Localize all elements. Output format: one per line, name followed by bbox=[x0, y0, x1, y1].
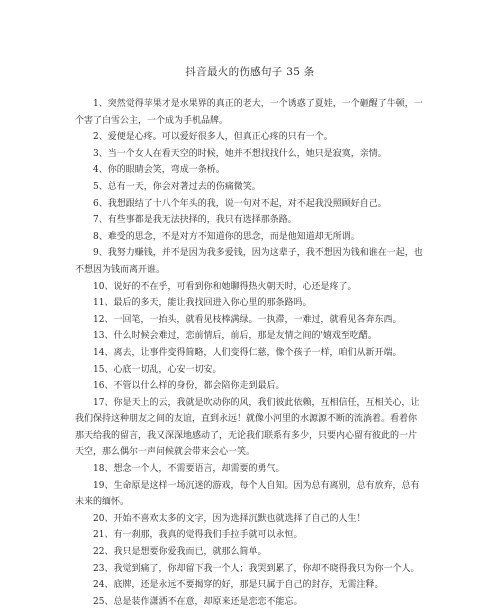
list-item: 4、你的眼睛会笑，弯成一条桥。 bbox=[93, 165, 225, 176]
list-item: 13、什么时候会难过，恋前情后，前后，那是友情之间的'嬉戏至吃醋。 bbox=[93, 331, 377, 342]
list-item: 3、当一个女人在看天空的时候，她并不想找找什么，她只是寂寞，亲情。 bbox=[93, 148, 387, 159]
list-item: 1、突然觉得苹果才是水果界的真正的老大，一个诱惑了夏娃，一个砸醒了牛顿，一个害了白雪公主，一个成为手机品牌。 bbox=[75, 99, 423, 126]
list-item: 5、总有一天，你会对著过去的伤痛微笑。 bbox=[93, 181, 261, 192]
list-item: 2、爱便是心疼。可以爱好很多人，但真正心疼的只有一个。 bbox=[93, 132, 333, 143]
list-item: 14、离去，让事件变得简略，人们变得仁慈，像个孩子一样，咱们从新开端。 bbox=[93, 347, 402, 358]
list-item: 12、一回笔，一抬头，就看见枝棒满绿。一执滞，一难过，就看见各奔东西。 bbox=[93, 314, 402, 325]
list-item: 21、有一刹那，我真的觉得我们手拉手就可以永恒。 bbox=[93, 530, 303, 541]
list-item: 16、不管以什么样的身份，都会陪你走到最后。 bbox=[93, 381, 285, 392]
list-item: 24、底牌，还是永远不要揭穿的好，那是只属于自己的封存，无需注释。 bbox=[93, 580, 384, 591]
list-item: 23、我觉到痛了，你却留下我一个人；我哭到累了，你却不晓得我只为你一个人。 bbox=[93, 563, 420, 574]
list-item: 11、最后的多天，能让我找回进入你心里的那条路吗。 bbox=[93, 298, 312, 309]
document-body bbox=[75, 96, 425, 610]
document-title: 抖音最火的伤感句子 35 条 bbox=[185, 66, 315, 78]
list-item: 18、想念一个人，不需要语言，却需要的勇气。 bbox=[93, 464, 285, 475]
list-item: 6、我想跟结了十八个年头的我，说一句对不起，对不起我没照顾好自己。 bbox=[93, 198, 387, 209]
list-item: 15、心底一切乱，心安一切安。 bbox=[93, 364, 222, 375]
list-item: 8、难受的思念，不是对方不知道你的思念，而是他知道却无所谓。 bbox=[93, 231, 360, 242]
list-item: 25、总是装作潇洒不在意，却原来还是恋恋不能忘。 bbox=[93, 596, 303, 607]
list-item: 22、我只是想要你爱我而已，就那么简单。 bbox=[93, 547, 267, 558]
list-item: 17、你是天上的云，我就是吹动你的风，我们彼此依赖，互相信任，互相关心，让我们保持这种朋友之间的友谊，直到永远！就像小河里的水源源不断的流淌着。看着你那天给我的留言，我又深深地感动了，无论我们联系有多少，只要内心留有彼此的一片天空，那么偶尔一声问候就会带来会心一笑。 bbox=[75, 397, 420, 458]
list-item: 10、说好的不在乎，可看到你和她聊得热火朝天时，心还是疼了。 bbox=[93, 281, 357, 292]
list-item: 9、我努力赚钱，并不是因为我多爱钱，因为这辈子，我不想因为钱和谁在一起，也不想因为钱而离开谁。 bbox=[75, 248, 423, 275]
list-item: 19、生命原是这样一场沉迷的游戏，每个人自知。因为总有离别，总有放弃，总有未来的缅怀。 bbox=[75, 480, 420, 508]
list-item: 7、有些事都是我无法抉择的，我只有选择那条路。 bbox=[93, 215, 297, 226]
list-item: 20、开始不喜欢太多的文字，因为选择沉默也就选择了自己的人生！ bbox=[93, 513, 366, 524]
